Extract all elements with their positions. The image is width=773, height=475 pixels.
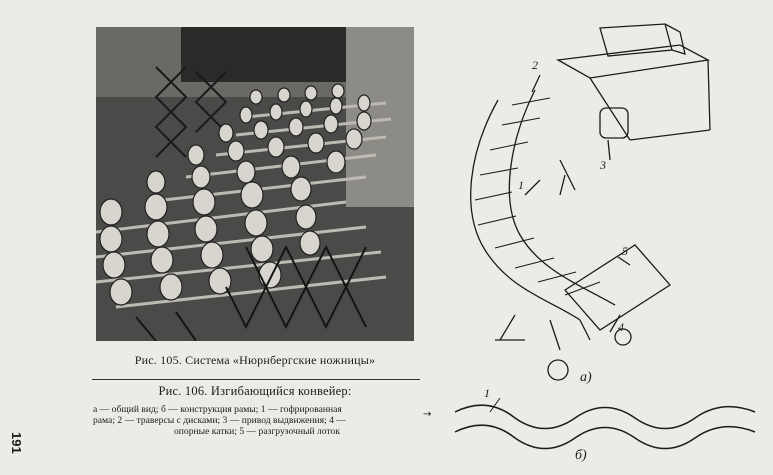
label-5: 5 xyxy=(622,244,628,258)
subfigure-b-label: б) xyxy=(575,448,587,463)
legend-line-2: рама; 2 — траверсы с дисками; 3 — привод выдвижения; 4 — xyxy=(93,415,346,426)
legend-line-1: а — общий вид; б — конструкция рамы; 1 — гофрированная xyxy=(93,404,342,415)
conveyor-line-drawing xyxy=(440,20,773,470)
arrow-glyph: → xyxy=(423,409,432,420)
photo-illustration xyxy=(96,27,414,341)
label-3: 3 xyxy=(600,158,606,172)
caption-divider xyxy=(92,379,420,380)
label-4: 4 xyxy=(618,320,624,334)
page-number: 191 xyxy=(9,432,24,454)
bending-conveyor-drawing xyxy=(440,20,773,475)
figure-105-caption: Рис. 105. Система «Нюрнбергские ножницы» xyxy=(134,353,376,367)
frame-label-1: 1 xyxy=(484,386,490,400)
figure-106-legend xyxy=(93,404,421,437)
label-1: 1 xyxy=(518,178,524,192)
label-2: 2 xyxy=(532,58,538,72)
figure-106-title: Рис. 106. Изгибающийся конвейер: xyxy=(158,384,352,398)
legend-line-3: опорные катки; 5 — разгрузочный лоток xyxy=(174,426,340,437)
subfigure-a-label: а) xyxy=(580,370,592,385)
nuremberg-scissors-photo xyxy=(96,27,414,341)
